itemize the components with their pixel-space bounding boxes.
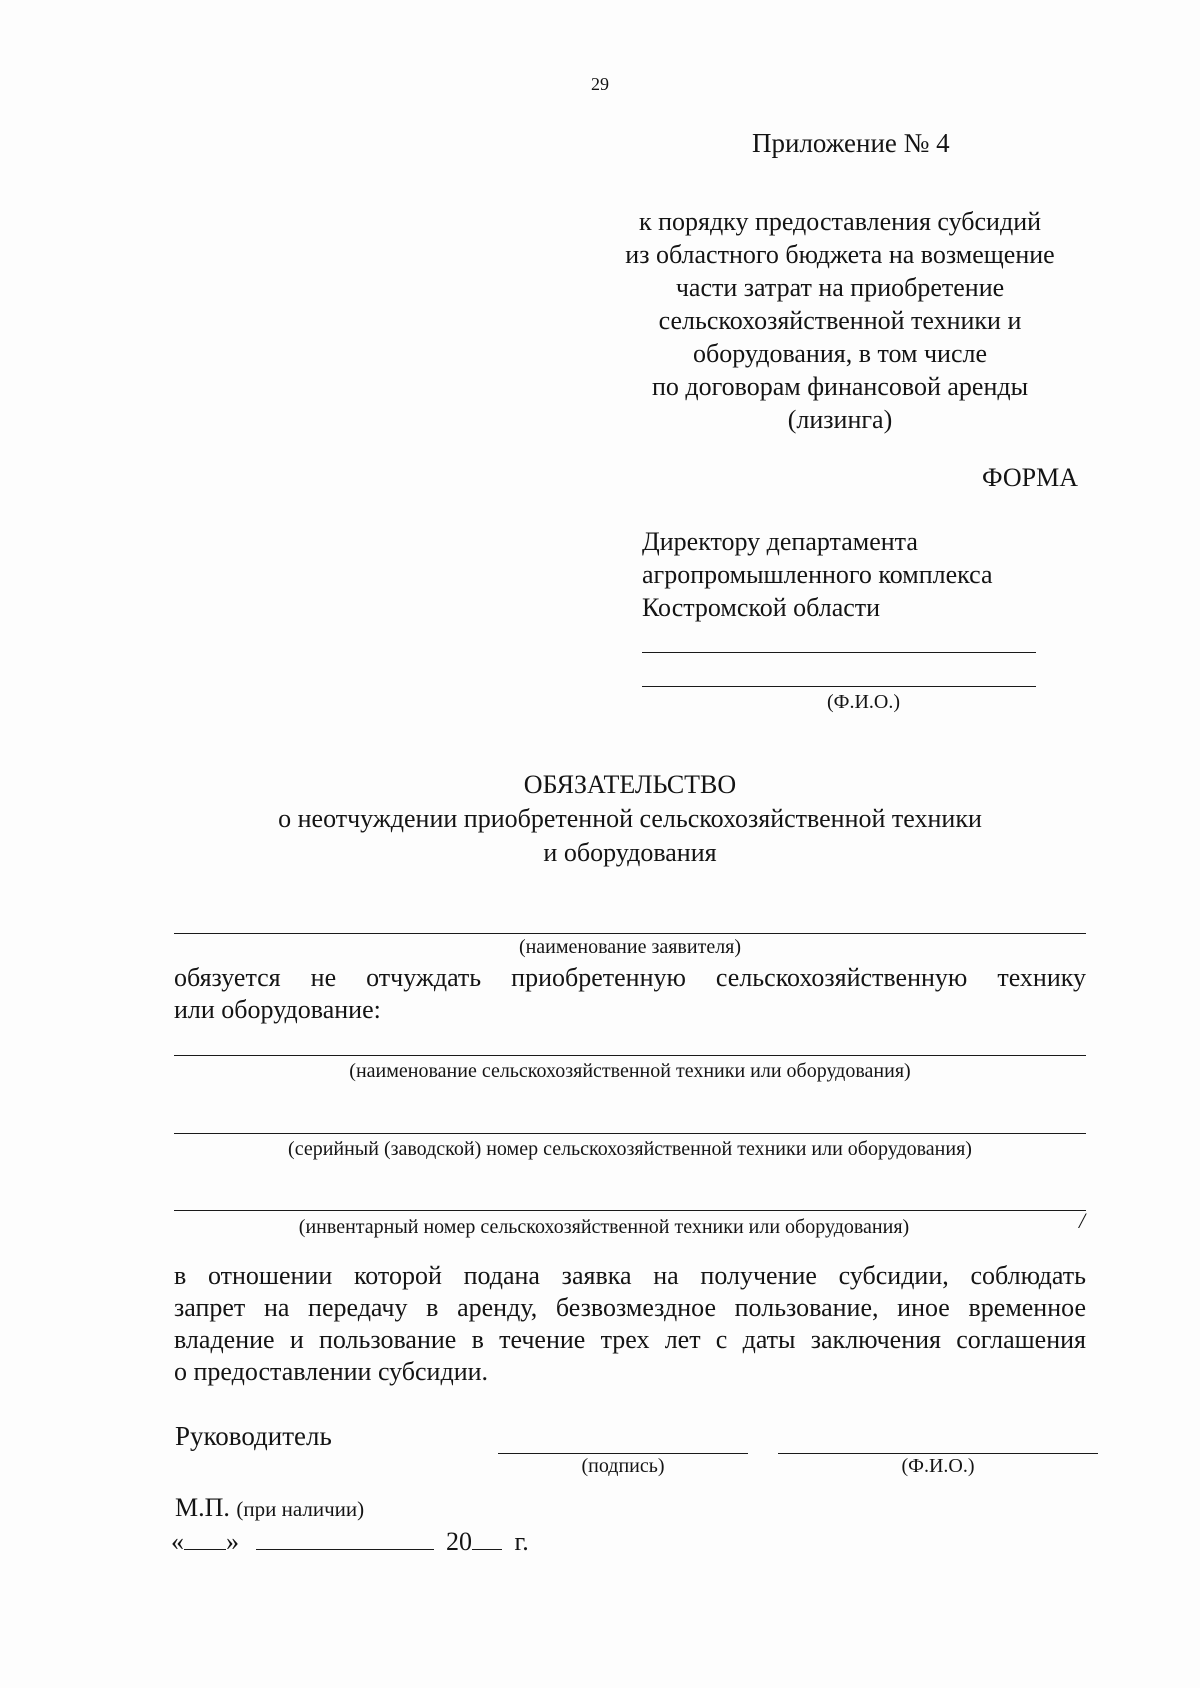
addressee-block: [642, 525, 993, 624]
order-reference: [600, 205, 1080, 436]
addressee-fill-line-2[interactable]: [642, 686, 1036, 687]
date-open-quote: «: [171, 1527, 184, 1556]
date-line: [171, 1527, 529, 1557]
serial-number-fill-line[interactable]: [174, 1133, 1086, 1134]
order-line: (лизинга): [787, 405, 893, 434]
restriction-line: владение и пользование в течение трех лет с даты заключения соглашения: [174, 1325, 1086, 1354]
inventory-number-caption: (инвентарный номер сельскохозяйственной техники или оборудования): [298, 1216, 910, 1238]
seal-label: М.П.: [175, 1493, 230, 1522]
restriction-line: запрет на передачу в аренду, безвозмездное пользование, иное временное: [174, 1293, 1086, 1322]
document-subtitle-line: и оборудования: [543, 838, 717, 867]
date-year-field[interactable]: [472, 1527, 502, 1550]
order-line: к порядку предоставления субсидий: [638, 207, 1042, 236]
obligation-text: [174, 962, 1086, 1026]
equipment-name-fill-line[interactable]: [174, 1055, 1086, 1056]
obligation-line: или оборудование:: [174, 995, 381, 1024]
addressee-fill-line-1[interactable]: [642, 652, 1036, 653]
serial-number-caption: (серийный (заводской) номер сельскохозяйственной техники или оборудования): [288, 1138, 972, 1160]
head-name-fill-line[interactable]: [778, 1453, 1098, 1454]
restriction-line: о предоставлении субсидии.: [174, 1357, 489, 1386]
addressee-line: агропромышленного комплекса: [642, 560, 993, 589]
addressee-line: Директору департамента: [642, 527, 918, 556]
order-line: части затрат на приобретение: [675, 273, 1005, 302]
document-subtitle-line: о неотчуждении приобретенной сельскохозяйственной техники: [278, 804, 982, 833]
stray-pen-mark: /: [1079, 1208, 1086, 1233]
addressee-line: Костромской области: [642, 593, 881, 622]
date-year-suffix: г.: [514, 1527, 529, 1556]
signature-fill-line[interactable]: [498, 1453, 748, 1454]
order-line: из областного бюджета на возмещение: [625, 240, 1055, 269]
head-label: Руководитель: [175, 1421, 332, 1451]
document-title: ОБЯЗАТЕЛЬСТВО: [523, 770, 737, 799]
restriction-text: [174, 1260, 1086, 1388]
equipment-name-caption: (наименование сельскохозяйственной техники или оборудования): [349, 1060, 911, 1082]
date-month-field[interactable]: [256, 1527, 434, 1550]
date-day-field[interactable]: [184, 1527, 226, 1550]
form-label: ФОРМА: [982, 463, 1078, 492]
applicant-caption: (наименование заявителя): [518, 936, 742, 958]
obligation-line: обязуется не отчуждать приобретенную сельскохозяйственную технику: [174, 963, 1086, 992]
applicant-fill-line[interactable]: [174, 933, 1086, 934]
restriction-line: в отношении которой подана заявка на получение субсидии, соблюдать: [174, 1261, 1086, 1290]
inventory-number-fill-line[interactable]: [174, 1210, 1086, 1211]
seal-note: (при наличии): [236, 1497, 365, 1521]
page-number: 29: [591, 74, 609, 94]
addressee-fio-caption: (Ф.И.О.): [827, 691, 901, 713]
appendix-label: Приложение № 4: [752, 128, 950, 158]
seal-block: [175, 1493, 364, 1523]
date-close-quote: »: [226, 1527, 239, 1556]
head-name-caption: (Ф.И.О.): [901, 1455, 975, 1477]
document-title-block: [150, 768, 1110, 870]
order-line: оборудования, в том числе: [692, 339, 988, 368]
date-year-prefix: 20: [446, 1527, 472, 1556]
order-line: сельскохозяйственной техники и: [658, 306, 1022, 335]
order-line: по договорам финансовой аренды: [651, 372, 1029, 401]
signature-caption: (подпись): [581, 1455, 665, 1477]
